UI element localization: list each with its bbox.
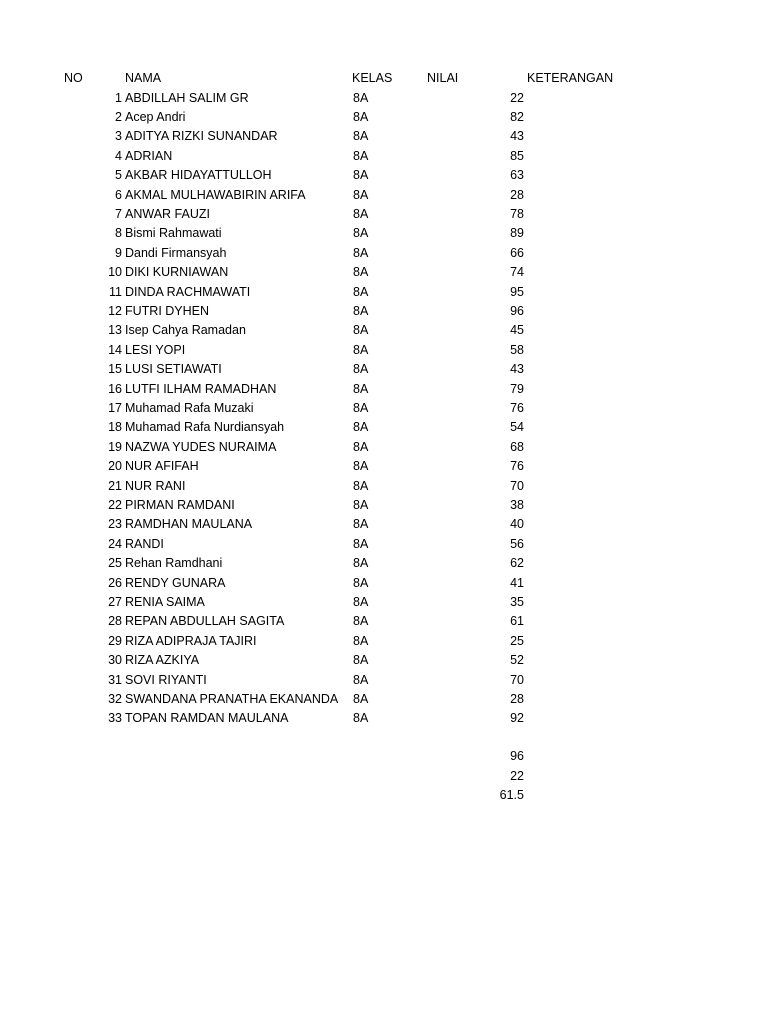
row-nilai: 70 xyxy=(510,672,524,687)
row-nilai: 66 xyxy=(510,245,524,260)
row-no: 17 xyxy=(108,401,122,415)
row-no: 9 xyxy=(115,245,122,260)
row-nilai: 41 xyxy=(510,575,524,590)
header-keterangan: KETERANGAN xyxy=(527,71,614,85)
summary-row xyxy=(0,747,768,766)
row-kelas: 8A xyxy=(353,439,369,454)
row-nilai: 95 xyxy=(510,284,524,299)
row-no: 16 xyxy=(108,381,122,396)
table-row xyxy=(0,535,768,554)
row-nilai: 85 xyxy=(510,148,524,163)
table-row xyxy=(0,554,768,573)
stat-max: 96 xyxy=(510,749,524,764)
row-no: 19 xyxy=(108,439,122,454)
row-nilai: 43 xyxy=(510,129,524,144)
row-nama: Muhamad Rafa Muzaki xyxy=(125,401,254,415)
row-no: 25 xyxy=(108,556,122,571)
row-nilai: 58 xyxy=(510,342,524,357)
table-row xyxy=(0,690,768,709)
row-no: 21 xyxy=(108,478,122,493)
header-nilai: NILAI xyxy=(427,71,459,85)
row-kelas: 8A xyxy=(353,517,369,532)
row-kelas: 8A xyxy=(353,575,369,590)
summary-row xyxy=(0,786,768,805)
table-row xyxy=(0,341,768,360)
row-no: 12 xyxy=(108,304,122,318)
row-kelas: 8A xyxy=(353,168,369,183)
row-nama: PIRMAN RAMDANI xyxy=(125,498,235,512)
row-nilai: 56 xyxy=(510,536,524,551)
row-nilai: 28 xyxy=(510,187,524,202)
table-row xyxy=(0,671,768,690)
row-kelas: 8A xyxy=(353,362,369,377)
row-nama: Rehan Ramdhani xyxy=(125,556,223,571)
table-row xyxy=(0,593,768,612)
table-row xyxy=(0,302,768,321)
row-no: 27 xyxy=(108,595,122,609)
row-kelas: 8A xyxy=(353,187,369,202)
row-nilai: 45 xyxy=(510,323,524,338)
row-no: 11 xyxy=(109,284,122,299)
row-nilai: 61 xyxy=(510,614,524,629)
table-row xyxy=(0,418,768,437)
row-nama: TOPAN RAMDAN MAULANA xyxy=(125,711,289,726)
row-nama: LUTFI ILHAM RAMADHAN xyxy=(125,381,277,396)
row-nama: DIKI KURNIAWAN xyxy=(125,265,229,280)
row-nilai: 89 xyxy=(510,226,524,241)
row-no: 20 xyxy=(108,459,122,474)
row-nama: RIZA AZKIYA xyxy=(125,653,200,668)
row-nama: REPAN ABDULLAH SAGITA xyxy=(125,614,285,629)
row-no: 7 xyxy=(115,207,122,221)
row-no: 31 xyxy=(108,672,122,687)
row-no: 22 xyxy=(108,498,122,512)
row-nilai: 92 xyxy=(510,711,524,726)
table-row xyxy=(0,147,768,166)
table-row xyxy=(0,263,768,282)
table-row xyxy=(0,380,768,399)
table-row xyxy=(0,399,768,418)
row-nama: NUR RANI xyxy=(125,478,186,493)
table-row xyxy=(0,283,768,302)
table-row xyxy=(0,205,768,224)
row-no: 32 xyxy=(108,692,122,706)
header-no: NO xyxy=(64,71,83,85)
row-nilai: 74 xyxy=(510,265,524,280)
row-nama: RENDY GUNARA xyxy=(125,575,226,590)
row-kelas: 8A xyxy=(353,265,369,280)
row-no: 3 xyxy=(115,129,122,144)
row-kelas: 8A xyxy=(353,536,369,551)
row-kelas: 8A xyxy=(353,478,369,493)
row-nilai: 79 xyxy=(510,381,524,396)
row-kelas: 8A xyxy=(353,110,369,124)
table-row xyxy=(0,632,768,651)
stat-min: 22 xyxy=(510,768,524,783)
row-no: 26 xyxy=(108,575,122,590)
row-nama: LUSI SETIAWATI xyxy=(125,362,222,377)
table-row xyxy=(0,438,768,457)
row-no: 10 xyxy=(108,265,122,280)
row-nilai: 38 xyxy=(510,498,524,512)
row-kelas: 8A xyxy=(353,614,369,629)
row-kelas: 8A xyxy=(353,90,369,105)
row-no: 5 xyxy=(115,168,122,183)
row-kelas: 8A xyxy=(353,284,369,299)
row-nilai: 78 xyxy=(510,207,524,221)
row-kelas: 8A xyxy=(353,342,369,357)
row-nilai: 28 xyxy=(510,692,524,706)
row-no: 18 xyxy=(108,420,122,435)
row-kelas: 8A xyxy=(353,323,369,338)
table-row xyxy=(0,108,768,127)
table-row xyxy=(0,612,768,631)
row-nama: NUR AFIFAH xyxy=(125,459,199,474)
row-kelas: 8A xyxy=(353,498,369,512)
row-kelas: 8A xyxy=(353,129,369,144)
table-row xyxy=(0,321,768,340)
row-nilai: 68 xyxy=(510,439,524,454)
summary-row xyxy=(0,767,768,786)
row-nama: Acep Andri xyxy=(125,110,186,124)
header-kelas: KELAS xyxy=(352,71,393,85)
row-kelas: 8A xyxy=(353,226,369,241)
table-row xyxy=(0,457,768,476)
row-nilai: 76 xyxy=(510,401,524,415)
row-nama: SOVI RIYANTI xyxy=(125,672,207,687)
header-row xyxy=(0,69,768,88)
row-kelas: 8A xyxy=(353,420,369,435)
stat-average: 61.5 xyxy=(499,788,524,803)
row-no: 14 xyxy=(108,342,122,357)
row-nilai: 82 xyxy=(510,110,524,124)
row-kelas: 8A xyxy=(353,148,369,163)
row-nilai: 76 xyxy=(510,459,524,474)
row-nama: ANWAR FAUZI xyxy=(125,207,210,221)
row-no: 13 xyxy=(108,323,122,338)
row-nilai: 35 xyxy=(510,595,524,609)
row-nilai: 70 xyxy=(510,478,524,493)
row-nama: ADRIAN xyxy=(125,148,173,163)
row-nama: Bismi Rahmawati xyxy=(125,226,222,241)
row-nilai: 22 xyxy=(510,90,524,105)
row-kelas: 8A xyxy=(353,401,369,415)
row-kelas: 8A xyxy=(353,245,369,260)
row-nama: AKMAL MULHAWABIRIN ARIFA xyxy=(125,187,306,202)
table-row xyxy=(0,574,768,593)
row-nama: Muhamad Rafa Nurdiansyah xyxy=(125,420,285,435)
row-kelas: 8A xyxy=(353,595,369,609)
row-nama: ABDILLAH SALIM GR xyxy=(125,90,249,105)
row-nama: RIZA ADIPRAJA TAJIRI xyxy=(125,633,257,648)
row-kelas: 8A xyxy=(353,459,369,474)
row-no: 24 xyxy=(108,536,122,551)
row-nilai: 25 xyxy=(510,633,524,648)
row-nilai: 96 xyxy=(510,304,524,318)
table-row xyxy=(0,515,768,534)
table-row xyxy=(0,496,768,515)
row-nama: NAZWA YUDES NURAIMA xyxy=(125,439,277,454)
row-nilai: 40 xyxy=(510,517,524,532)
row-nilai: 63 xyxy=(510,168,524,183)
table-row xyxy=(0,224,768,243)
row-no: 30 xyxy=(108,653,122,668)
row-kelas: 8A xyxy=(353,304,369,318)
row-kelas: 8A xyxy=(353,556,369,571)
header-nama: NAMA xyxy=(125,71,162,85)
row-nama: DINDA RACHMAWATI xyxy=(125,284,251,299)
row-kelas: 8A xyxy=(353,672,369,687)
table-row xyxy=(0,186,768,205)
table-row xyxy=(0,127,768,146)
row-nama: RAMDHAN MAULANA xyxy=(125,517,253,532)
table-row xyxy=(0,89,768,108)
row-no: 29 xyxy=(108,633,122,648)
row-kelas: 8A xyxy=(353,381,369,396)
row-nama: ADITYA RIZKI SUNANDAR xyxy=(125,129,278,144)
table-row xyxy=(0,709,768,728)
row-nilai: 54 xyxy=(510,420,524,435)
table-row xyxy=(0,244,768,263)
row-nilai: 52 xyxy=(510,653,524,668)
row-no: 2 xyxy=(115,110,122,124)
row-nilai: 43 xyxy=(510,362,524,377)
row-nama: FUTRI DYHEN xyxy=(125,304,210,318)
table-row xyxy=(0,360,768,379)
row-no: 4 xyxy=(115,148,122,163)
row-nama: LESI YOPI xyxy=(125,342,186,357)
row-kelas: 8A xyxy=(353,711,369,726)
table-row xyxy=(0,477,768,496)
row-no: 1 xyxy=(115,90,122,105)
row-no: 23 xyxy=(108,517,122,532)
row-nama: SWANDANA PRANATHA EKANANDA xyxy=(125,692,339,706)
row-no: 33 xyxy=(108,711,122,726)
row-nama: AKBAR HIDAYATTULLOH xyxy=(125,168,272,183)
row-nama: RENIA SAIMA xyxy=(125,595,205,609)
row-no: 6 xyxy=(115,187,122,202)
row-kelas: 8A xyxy=(353,692,369,706)
row-kelas: 8A xyxy=(353,633,369,648)
row-nama: Isep Cahya Ramadan xyxy=(125,323,246,338)
row-kelas: 8A xyxy=(353,207,369,221)
row-no: 15 xyxy=(108,362,122,377)
table-row xyxy=(0,651,768,670)
row-nama: Dandi Firmansyah xyxy=(125,245,227,260)
row-no: 8 xyxy=(115,226,122,241)
row-no: 28 xyxy=(108,614,122,629)
row-nama: RANDI xyxy=(125,536,164,551)
row-kelas: 8A xyxy=(353,653,369,668)
table-row xyxy=(0,166,768,185)
row-nilai: 62 xyxy=(510,556,524,571)
